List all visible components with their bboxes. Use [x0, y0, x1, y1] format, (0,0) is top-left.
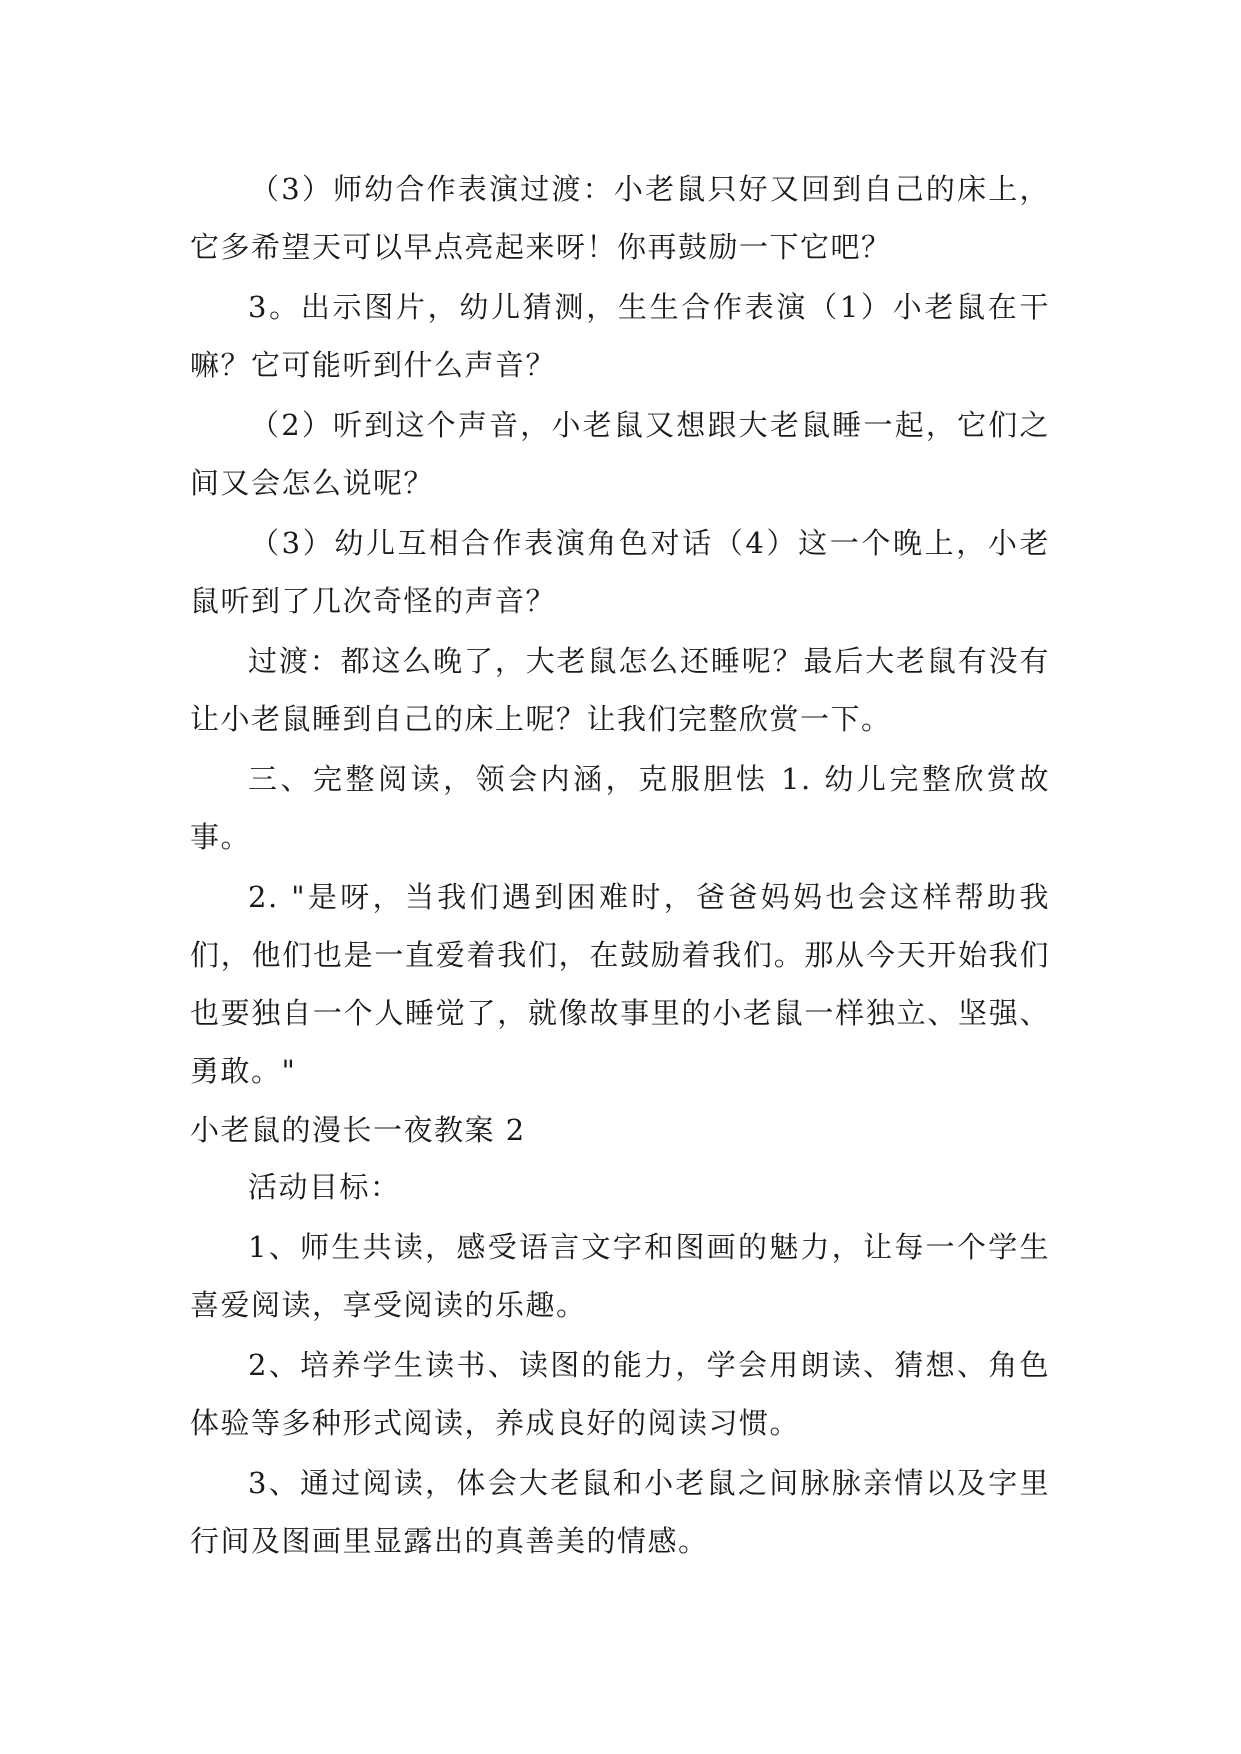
- paragraph-hear-sound: （2）听到这个声音，小老鼠又想跟大老鼠睡一起，它们之间又会怎么说呢？: [190, 408, 1050, 500]
- paragraph-goal-3: 3、通过阅读，体会大老鼠和小老鼠之间脉脉亲情以及字里行间及图画里显露出的真善美的情感。: [190, 1466, 1050, 1558]
- paragraph-complete-reading: 三、完整阅读，领会内涵，克服胆怯 1. 幼儿完整欣赏故事。: [190, 762, 1050, 854]
- paragraph-goal-1: 1、师生共读，感受语言文字和图画的魅力，让每一个学生喜爱阅读，享受阅读的乐趣。: [190, 1230, 1050, 1322]
- paragraph-role-dialogue: （3）幼儿互相合作表演角色对话（4）这一个晚上，小老鼠听到了几次奇怪的声音？: [190, 526, 1050, 618]
- paragraph-activity-goals: 活动目标：: [248, 1170, 401, 1204]
- document-page: [190, 160, 1050, 1572]
- paragraph-goal-2: 2、培养学生读书、读图的能力，学会用朗读、猜想、角色体验等多种形式阅读，养成良好的阅读习惯。: [190, 1348, 1050, 1440]
- paragraph-transition: 过渡：都这么晚了，大老鼠怎么还睡呢？最后大老鼠有没有让小老鼠睡到自己的床上呢？让我们完整欣赏一下。: [190, 644, 1050, 736]
- paragraph-teacher-child-performance: （3）师幼合作表演过渡：小老鼠只好又回到自己的床上，它多希望天可以早点亮起来呀！你再鼓励一下它吧？: [190, 172, 1050, 264]
- paragraph-encouragement: 2. "是呀，当我们遇到困难时，爸爸妈妈也会这样帮助我们，他们也是一直爱着我们，在鼓励着我们。那从今天开始我们也要独自一个人睡觉了，就像故事里的小老鼠一样独立、坚强、勇敢。": [190, 880, 1050, 1088]
- paragraph-show-pictures: 3。出示图片，幼儿猜测，生生合作表演（1）小老鼠在干嘛？它可能听到什么声音？: [190, 290, 1050, 382]
- section-title: 小老鼠的漫长一夜教案 2: [190, 1113, 526, 1147]
